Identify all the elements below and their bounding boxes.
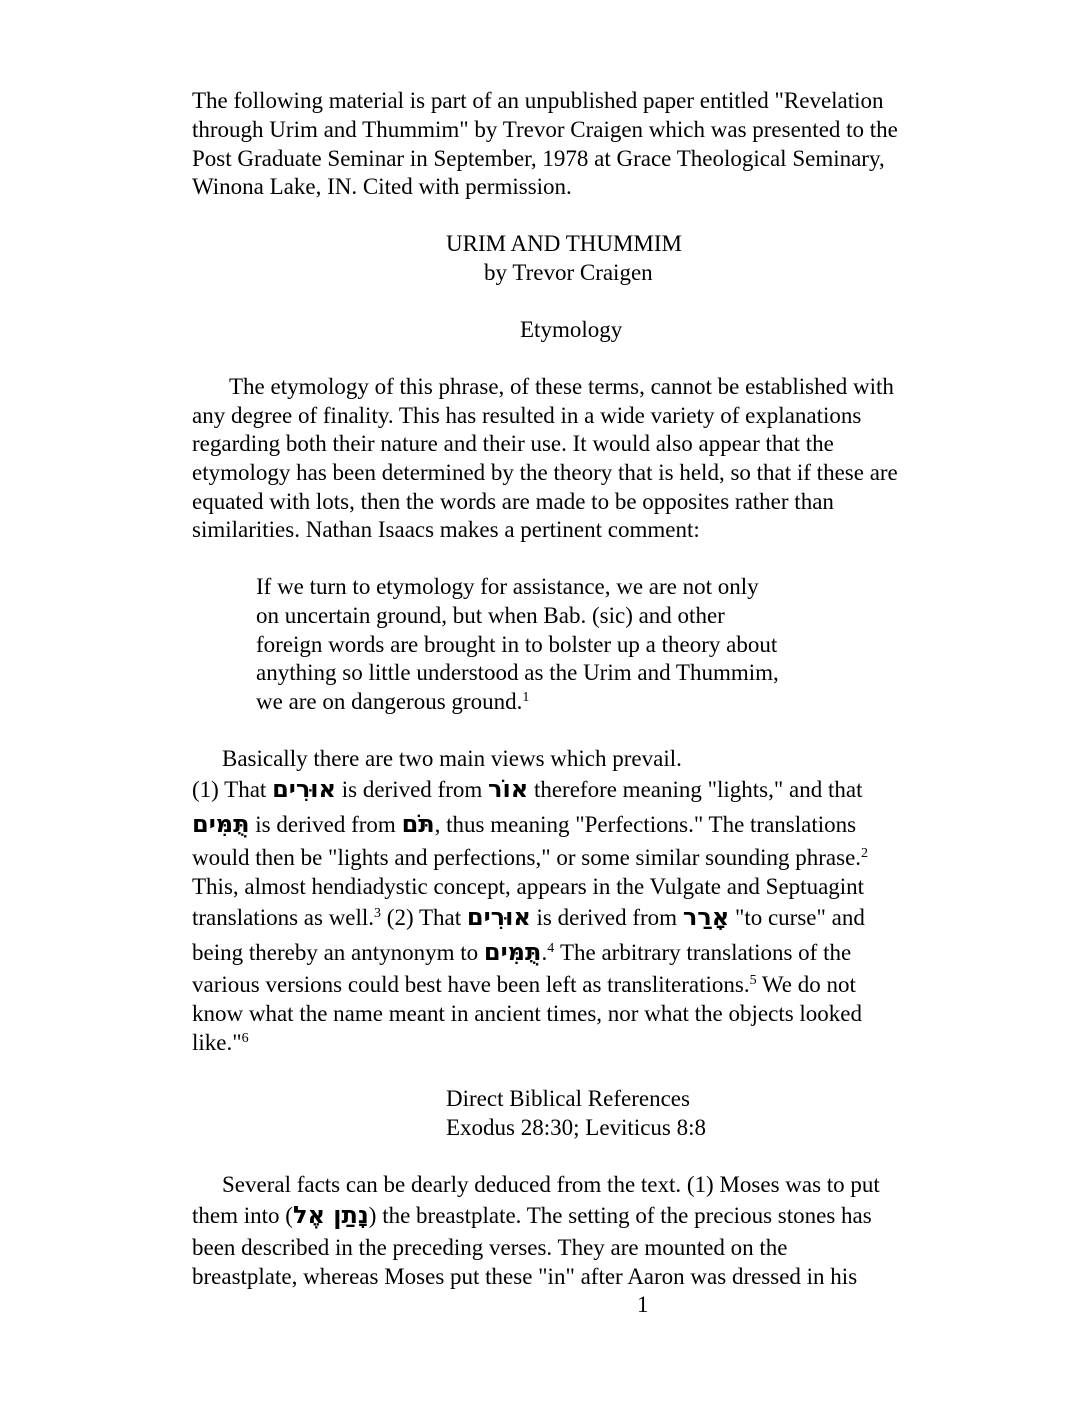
para1-line-3: regarding both their nature and their use. It would also appear that the xyxy=(192,431,834,456)
para2-line-4 xyxy=(192,843,868,872)
text-span: is derived from xyxy=(249,812,402,837)
text-span: "to curse" and xyxy=(729,905,865,930)
para3-line-1: Several facts can be dearly deduced from the text. (1) Moses was to put xyxy=(222,1172,880,1197)
hebrew-thummim: תֻּמִּים xyxy=(483,938,542,966)
para2-line-10 xyxy=(192,1028,249,1057)
text-span: We do not xyxy=(756,972,856,997)
quote-line-3: foreign words are brought in to bolster up a theory about xyxy=(256,632,778,657)
text-span: various versions could best have been left as transliterations. xyxy=(192,972,750,997)
intro-line-1: The following material is part of an unpublished paper entitled "Revelation xyxy=(192,88,884,113)
hebrew-urim: אוּרִים xyxy=(466,903,531,931)
document-byline: by Trevor Craigen xyxy=(484,260,653,285)
text-span: (2) That xyxy=(381,905,467,930)
intro-line-3: Post Graduate Seminar in September, 1978 at Grace Theological Seminary, xyxy=(192,146,885,171)
text-span: . xyxy=(541,940,548,965)
text-span: like." xyxy=(192,1030,242,1055)
section-subheading-references: Exodus 28:30; Leviticus 8:8 xyxy=(446,1115,707,1140)
text-span: therefore meaning "lights," and that xyxy=(528,777,863,802)
para1-line-1: The etymology of this phrase, of these terms, cannot be established with xyxy=(229,374,894,399)
quote-line-4: anything so little understood as the Urim and Thummim, xyxy=(256,660,779,685)
para2-line-7 xyxy=(192,938,851,967)
text-span: would then be "lights and perfections," or some similar sounding phrase. xyxy=(192,845,862,870)
text-span: them into ( xyxy=(192,1203,293,1228)
hebrew-urim: אוּרִים xyxy=(272,775,336,803)
quote-text: we are on dangerous ground. xyxy=(256,689,523,714)
hebrew-thummim: תֻּמִּים xyxy=(192,810,250,838)
hebrew-natan-el: נָתַן אֶל xyxy=(292,1201,369,1229)
para2-line-9: know what the name meant in ancient times, nor what the objects looked xyxy=(192,1001,863,1026)
hebrew-or: אוֹר xyxy=(488,775,529,803)
section-heading-references: Direct Biblical References xyxy=(446,1086,690,1111)
para3-line-2 xyxy=(192,1201,872,1230)
intro-line-2: through Urim and Thummim" by Trevor Craigen which was presented to the xyxy=(192,117,898,142)
text-span: , thus meaning "Perfections." The translations xyxy=(434,812,857,837)
text-span: being thereby an antynonym to xyxy=(192,940,484,965)
para2-line-1: Basically there are two main views which prevail. xyxy=(222,746,682,771)
para3-line-3: been described in the preceding verses. They are mounted on the xyxy=(192,1235,788,1260)
para1-line-4: etymology has been determined by the theory that is held, so that if these are xyxy=(192,460,898,485)
quote-line-1: If we turn to etymology for assistance, we are not only xyxy=(256,574,759,599)
para1-line-2: any degree of finality. This has resulted in a wide variety of explanations xyxy=(192,403,862,428)
quote-line-2: on uncertain ground, but when Bab. (sic) and other xyxy=(256,603,725,628)
text-span: (1) That xyxy=(192,777,273,802)
quote-line-5 xyxy=(256,687,529,716)
para2-line-6 xyxy=(192,903,865,932)
para3-line-4: breastplate, whereas Moses put these "in" after Aaron was dressed in his xyxy=(192,1264,858,1289)
text-span: translations as well. xyxy=(192,905,375,930)
footnote-ref: 3 xyxy=(374,906,382,921)
section-heading-etymology: Etymology xyxy=(520,317,623,342)
para1-line-5: equated with lots, then the words are made to be opposites rather than xyxy=(192,489,834,514)
footnote-ref: 1 xyxy=(522,690,530,705)
text-span: ) the breastplate. The setting of the precious stones has xyxy=(368,1203,872,1228)
document-title: URIM AND THUMMIM xyxy=(446,231,682,256)
hebrew-arar: אָרַר xyxy=(682,903,730,931)
intro-line-4: Winona Lake, IN. Cited with permission. xyxy=(192,174,572,199)
text-span: is derived from xyxy=(530,905,683,930)
text-span: is derived from xyxy=(336,777,489,802)
footnote-ref: 5 xyxy=(749,973,757,988)
hebrew-tom: תֹּם xyxy=(401,810,435,838)
para2-line-3 xyxy=(192,810,856,839)
footnote-ref: 2 xyxy=(861,846,869,861)
para2-line-8 xyxy=(192,970,856,999)
para2-line-2 xyxy=(192,775,862,804)
footnote-ref: 4 xyxy=(547,941,555,956)
para2-line-5: This, almost hendiadystic concept, appears in the Vulgate and Septuagint xyxy=(192,874,865,899)
page-number: 1 xyxy=(637,1292,649,1317)
para1-line-6: similarities. Nathan Isaacs makes a pertinent comment: xyxy=(192,517,700,542)
text-span: The arbitrary translations of the xyxy=(554,940,852,965)
footnote-ref: 6 xyxy=(241,1031,249,1046)
